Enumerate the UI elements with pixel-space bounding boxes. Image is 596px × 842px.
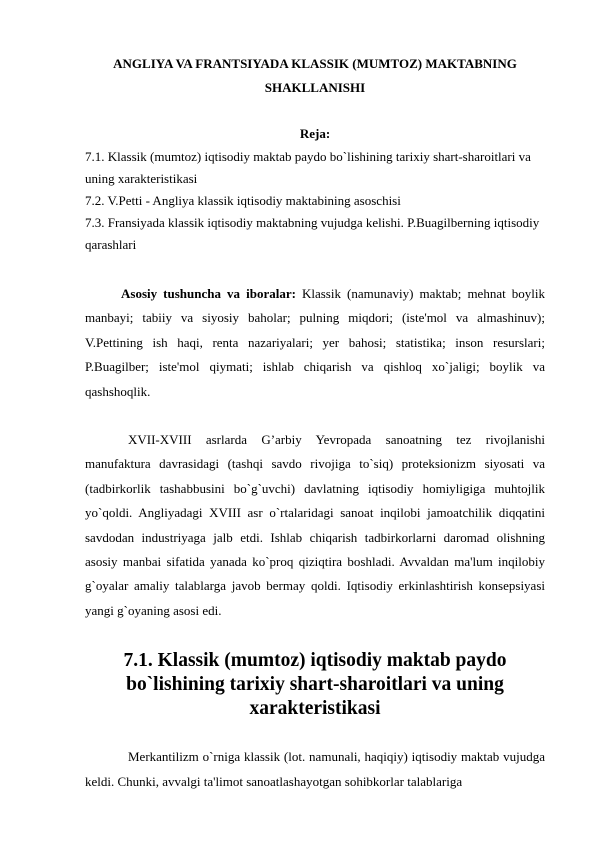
plan-heading: Reja: [299,126,331,141]
key-concepts-paragraph [85,282,545,404]
intro-paragraph: XVII-XVIII asrlarda G’arbiy Yevropada sanoatning tez rivojlanishi manufaktura davrasidagi (tashqi savdo rivojiga to`siq) proteksionizm siyosati va (tadbirkorlik tashabbusini bo`g`uvchi) davlatning iqtisodiy homiyligiga muhtojlik yo`qoldi. Angliyadagi XVIII asr o`rtalaridagi sanoat inqilobi jamoatchilik diqqatini savdodan industriyaga jalb etdi. Ishlab chiqarish tadbirkorlarni daromad olishning asosiy manbai sifatida yanada ko`proq qiziqtira boshladi. Avvaldan ma'lum inqilobiy g`oyalar amaliy talablarga javob bermay qoldi. Iqtisodiy erkinlashtirish konsepsiyasi yangi g`oyaning asosi edi. [85,432,545,618]
key-concepts-label: Asosiy tushuncha va iboralar: [121,286,296,301]
plan-list [85,146,545,256]
key-concepts-text: Klassik (namunaviy) maktab; mehnat boylik manbayi; tabiiy va siyosiy baholar; pulning miqdori; (iste'mol va almashinuv); V.Pettining ish haqi, renta nazariyalari; yer bahosi; statistika; inson resurslari; P.Buagilber; iste'mol qiymati; ishlab chiqarish va qishloq xo`jaligi; boylik va qashshoqlik. [85,286,545,399]
document-page [85,52,545,794]
plan-item: 7.1. Klassik (mumtoz) iqtisodiy maktab paydo bo`lishining tarixiy shart-sharoitlari va uning xarakteristikasi [85,149,531,186]
section-heading: 7.1. Klassik (mumtoz) iqtisodiy maktab paydo bo`lishining tarixiy shart-sharoitlari va uning xarakteristikasi [123,650,507,720]
plan-item: 7.2. V.Petti - Angliya klassik iqtisodiy maktabining asoschisi [85,193,401,208]
plan-item: 7.3. Fransiyada klassik iqtisodiy maktabning vujudga kelishi. P.Buagilberning iqtisodiy qarashlari [85,215,540,252]
document-title: ANGLIYA VA FRANTSIYADA KLASSIK (MUMTOZ) MAKTABNING SHAKLLANISHI [113,56,517,95]
section-paragraph: Merkantilizm o`rniga klassik (lot. namunali, haqiqiy) iqtisodiy maktab vujudga keldi. Chunki, avvalgi ta'limot sanoatlashayotgan sohibkorlar talablariga [85,749,545,789]
